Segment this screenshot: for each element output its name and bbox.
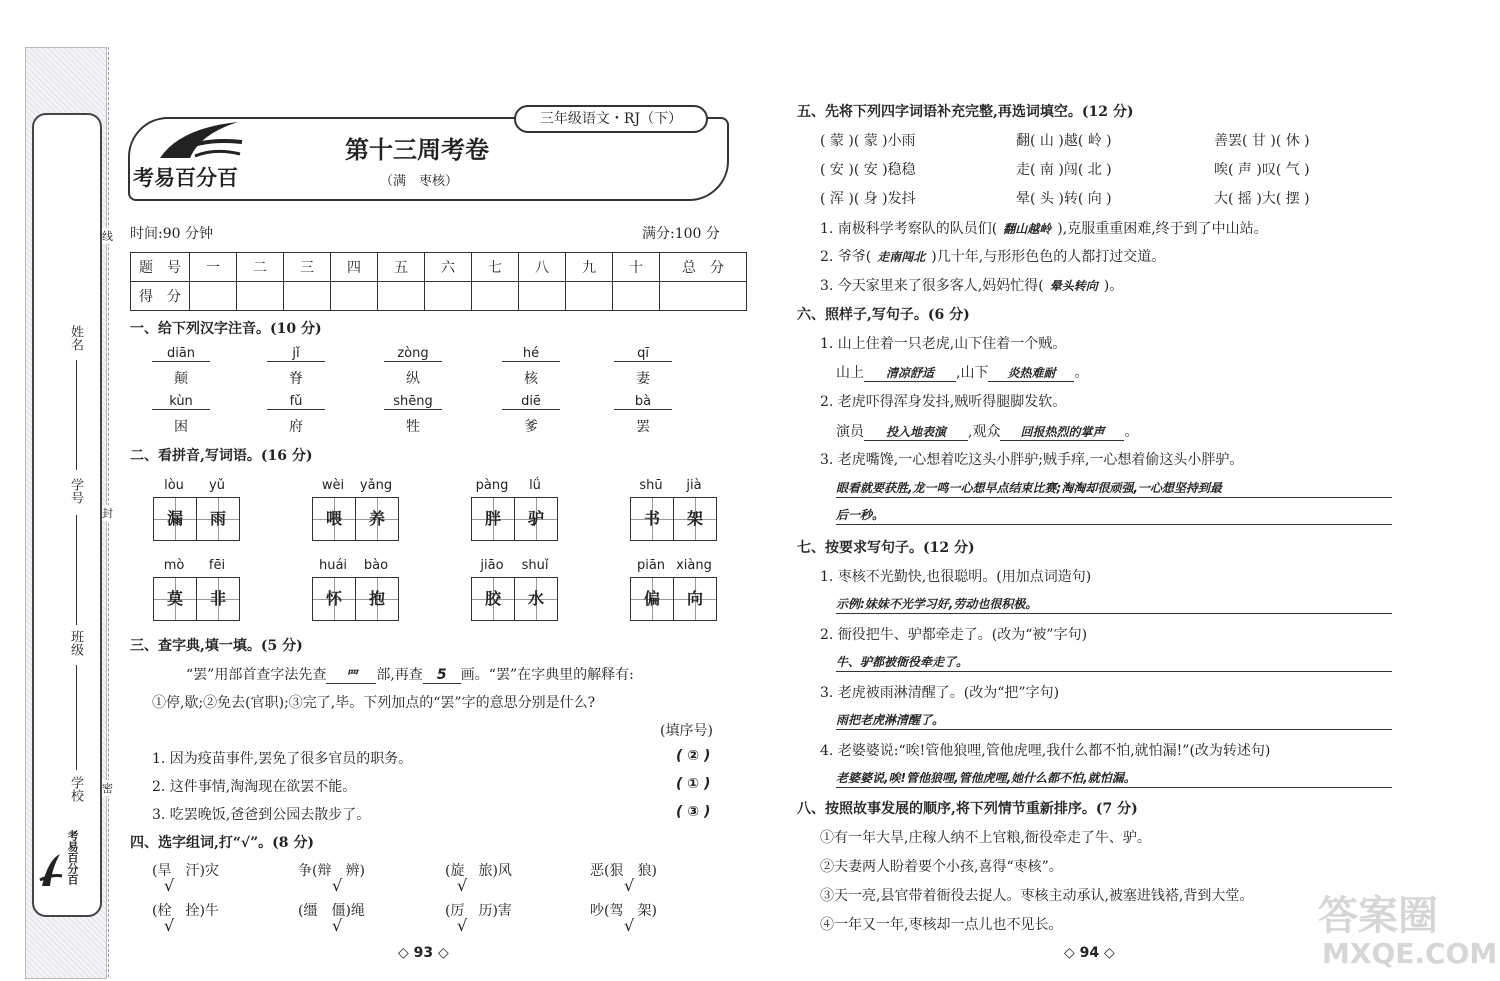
q3-item-text: 1. 因为疫苗事件,罢免了很多官员的职务。 (152, 751, 413, 767)
q2-answer-char: 胖 (484, 509, 501, 528)
q6-a1-mid: ,山下 (956, 365, 989, 381)
score-header-cell: 二 (237, 253, 284, 282)
class-label: 班级 (68, 630, 83, 656)
score-cell[interactable] (378, 282, 425, 311)
q6-a1-blank1: 清凉舒适 (864, 364, 956, 382)
q2-writing-box-2 (196, 577, 240, 621)
q3-title: 三、查字典,填一填。(5 分) (130, 638, 303, 654)
q5-s3-tail: )。 (1103, 278, 1124, 294)
q4-item: 吵(驾 架) (590, 903, 657, 919)
q7-question: 3. 老虎被雨淋清醒了。(改为“把”字句) (820, 685, 1060, 701)
q2-pinyin-2: xiàng (676, 558, 712, 573)
q7-answer: 牛、驴都被衙役牵走了。 (836, 653, 1392, 672)
score-cell[interactable] (425, 282, 472, 311)
q3-line1b: 部,再查 (376, 667, 423, 683)
q6-a1-blank2: 炎热难耐 (988, 364, 1074, 382)
name-label: 姓名 (68, 325, 83, 351)
q1-title: 一、给下列汉字注音。(10 分) (130, 321, 322, 337)
q6-a1-prefix: 山上 (836, 365, 864, 381)
page-number-left: ◇ 93 ◇ (398, 945, 449, 961)
id-line (76, 515, 77, 625)
score-header-cell: 总 分 (660, 253, 747, 282)
q6-a2-mid: ,观众 (968, 424, 1001, 440)
q2-writing-box-1 (471, 577, 515, 621)
q5-title: 五、先将下列四字词语补充完整,再选词填空。(12 分) (797, 104, 1134, 120)
q2-writing-box-2 (355, 497, 399, 541)
q7-question: 4. 老婆婆说:“唉!管他狼哩,管他虎哩,我什么都不怕,就怕漏!”(改为转述句) (820, 743, 1271, 759)
q5-s3-text: 3. 今天家里来了很多客人,妈妈忙得( (820, 278, 1044, 294)
q2-writing-box-1 (312, 577, 356, 621)
score-cell[interactable] (284, 282, 331, 311)
strip-logo-text: 考易百分百 (66, 830, 79, 885)
q1-character: 核 (524, 371, 538, 387)
q5-s1-tail: ),克服重重困难,终于到了中山站。 (1057, 221, 1268, 237)
score-table (130, 252, 747, 311)
score-header-cell: 八 (519, 253, 566, 282)
q4-item: (旋 旅)风 (445, 863, 512, 879)
q2-answer-char: 非 (209, 589, 226, 608)
q2-writing-box-2 (673, 497, 717, 541)
q2-answer-char: 水 (527, 589, 544, 608)
q2-pinyin-1: mò (163, 558, 185, 573)
q7-title: 七、按要求写句子。(12 分) (797, 540, 975, 556)
q4-item: 恶(狠 狼) (590, 863, 657, 879)
score-header-cell: 三 (284, 253, 331, 282)
q3-item-answer: ( ① ) (676, 776, 711, 792)
q6-answer2 (836, 421, 1138, 441)
q2-pinyin-2: fēi (208, 558, 226, 573)
q5-idiom: 大( 摇 )大( 摆 ) (1214, 191, 1310, 207)
q2-writing-box-1 (153, 577, 197, 621)
q1-pinyin: shēng (384, 394, 442, 410)
score-header-cell: 五 (378, 253, 425, 282)
q5-idiom: 走( 南 )闯( 北 ) (1016, 162, 1112, 178)
q2-writing-box-2 (355, 577, 399, 621)
q2-pinyin-2: yǎng (359, 478, 393, 493)
q4-check-mark: √ (164, 876, 175, 895)
q1-character: 纵 (406, 371, 420, 387)
q6-a2-end: 。 (1124, 424, 1139, 440)
q5-s2-text: 2. 爷爷( (820, 249, 872, 265)
logo-text: 考易百分百 (133, 166, 238, 190)
q2-answer-char: 漏 (166, 509, 183, 528)
time-label: 时间:90 分钟 (130, 226, 213, 242)
page-subtitle: （满 枣核） (380, 174, 459, 189)
q6-a1-end: 。 (1074, 365, 1089, 381)
q6-answer3-line1: 眼看就要获胜,龙一鸣一心想早点结束比赛;淘淘却很顽强,一心想坚持到最 (836, 479, 1392, 498)
q3-line1c: 画。“罢”在字典里的解释有: (460, 667, 634, 683)
q3-answer-strokes: 5 (423, 667, 461, 684)
q4-item: (厉 历)害 (445, 903, 512, 919)
q6-answer3-line2: 后一秒。 (836, 506, 1392, 525)
q3-line2: ①停,歇;②免去(官职);③完了,毕。下列加点的“罢”字的意思分别是什么? (152, 695, 596, 711)
score-cell[interactable] (472, 282, 519, 311)
q7-answer: 雨把老虎淋清醒了。 (836, 711, 1392, 730)
q2-pinyin-1: lòu (164, 478, 184, 493)
q2-writing-box-2 (196, 497, 240, 541)
q5-idiom: ( 安 )( 安 )稳稳 (820, 162, 916, 178)
q1-character: 牲 (406, 419, 420, 435)
q6-a2-blank2: 回报热烈的掌声 (1000, 423, 1124, 441)
score-header-cell: 十 (613, 253, 660, 282)
q6-answer1 (836, 362, 1088, 382)
score-header-cell: 九 (566, 253, 613, 282)
score-row-label: 得 分 (131, 282, 190, 311)
q4-title: 四、选字组词,打“√”。(8 分) (130, 835, 315, 851)
score-header-row (131, 253, 747, 282)
q1-character: 颠 (174, 371, 188, 387)
cut-label-3: 密 (102, 782, 113, 795)
q2-pinyin-1: piān (636, 558, 666, 573)
q2-writing-box-1 (630, 497, 674, 541)
q1-character: 爹 (524, 419, 538, 435)
q2-answer-char: 偏 (643, 589, 660, 608)
score-header-cell: 四 (331, 253, 378, 282)
q3-item-answer: ( ② ) (676, 748, 711, 764)
q2-pinyin-2: bào (363, 558, 389, 573)
q3-item-answer: ( ③ ) (676, 804, 711, 820)
q4-item: (缰 僵)绳 (298, 903, 365, 919)
q7-question: 2. 衙役把牛、驴都牵走了。(改为“被”字句) (820, 627, 1088, 643)
full-score-label: 满分:100 分 (642, 226, 720, 242)
score-header-cell: 题 号 (131, 253, 190, 282)
q2-answer-char: 抱 (368, 589, 385, 608)
q8-item: ④一年又一年,枣核却一点儿也不见长。 (820, 917, 1063, 933)
q5-s2-tail: )几十年,与形形色色的人都打过交道。 (931, 249, 1166, 265)
grade-badge: 三年级语文・RJ（下） (514, 105, 708, 133)
score-cell[interactable] (519, 282, 566, 311)
q5-s3-answer: 晕头转向 (1049, 279, 1098, 293)
q1-pinyin: jǐ (267, 346, 325, 362)
q2-answer-char: 架 (686, 509, 703, 528)
score-cell[interactable] (566, 282, 613, 311)
q3-line1 (186, 664, 634, 684)
q1-character: 困 (174, 419, 188, 435)
q5-idiom: 晕( 头 )转( 向 ) (1016, 191, 1112, 207)
q3-note: (填序号) (660, 723, 713, 739)
score-cell[interactable] (237, 282, 284, 311)
q1-pinyin: diē (502, 394, 560, 410)
q2-answer-char: 喂 (325, 509, 342, 528)
q6-example2: 2. 老虎吓得浑身发抖,贼听得腿脚发软。 (820, 394, 1067, 410)
q1-pinyin: zòng (384, 346, 442, 362)
q3-item-text: 2. 这件事情,淘淘现在欲罢不能。 (152, 779, 357, 795)
q1-pinyin: diān (152, 346, 210, 362)
q1-pinyin: hé (502, 346, 560, 362)
q4-check-mark: √ (624, 916, 635, 935)
q1-pinyin: kùn (152, 394, 210, 410)
q2-writing-box-2 (673, 577, 717, 621)
q5-s1-text: 1. 南极科学考察队的队员们( (820, 221, 998, 237)
q6-title: 六、照样子,写句子。(6 分) (797, 307, 970, 323)
q6-example1: 1. 山上住着一只老虎,山下住着一个贼。 (820, 336, 1067, 352)
id-label: 学号 (68, 478, 83, 504)
q4-check-mark: √ (457, 916, 468, 935)
cut-label-2: 封 (102, 507, 113, 520)
name-line (76, 360, 77, 470)
q2-pinyin-2: lǘ (529, 478, 541, 493)
q7-answer: 老婆婆说,唉!管他狼哩,管他虎哩,她什么都不怕,就怕漏。 (836, 769, 1392, 788)
q6-example3: 3. 老虎嘴馋,一心想着吃这头小胖驴;贼手痒,一心想着偷这头小胖驴。 (820, 452, 1244, 468)
q4-item: (旱 汗)灾 (152, 863, 219, 879)
logo-bird-icon (150, 120, 245, 166)
q2-pinyin-2: yǔ (209, 478, 225, 493)
q1-character: 罢 (636, 419, 650, 435)
q2-answer-char: 向 (686, 589, 703, 608)
q2-pinyin-2: shuǐ (521, 558, 549, 573)
q2-answer-char: 莫 (166, 589, 183, 608)
q1-pinyin: bà (614, 394, 672, 410)
q1-character: 府 (289, 419, 303, 435)
q2-answer-char: 雨 (209, 509, 226, 528)
q2-answer-char: 驴 (527, 509, 544, 528)
q5-idiom: ( 蒙 )( 蒙 )小雨 (820, 133, 916, 149)
q7-question: 1. 枣核不光勤快,也很聪明。(用加点词造句) (820, 569, 1092, 585)
q5-idiom: ( 浑 )( 身 )发抖 (820, 191, 916, 207)
q3-line1a: “罢”用部首查字法先查 (186, 667, 327, 683)
q4-check-mark: √ (164, 916, 175, 935)
q8-title: 八、按照故事发展的顺序,将下列情节重新排序。(7 分) (797, 801, 1138, 817)
q5-idiom: 翻( 山 )越( 岭 ) (1016, 133, 1112, 149)
q2-writing-box-1 (471, 497, 515, 541)
school-label: 学校 (68, 776, 83, 802)
watermark-top: 答案圈 (1318, 893, 1438, 939)
q2-answer-char: 胶 (484, 589, 501, 608)
q5-s2-answer: 走南闯北 (877, 250, 926, 264)
q5-idiom: 善罢( 甘 )( 休 ) (1214, 133, 1310, 149)
q2-pinyin-1: wèi (321, 478, 345, 493)
q4-check-mark: √ (624, 876, 635, 895)
score-cell[interactable] (331, 282, 378, 311)
q3-answer-radical: 罒 (326, 666, 376, 684)
q5-s1 (820, 218, 1268, 238)
score-header-cell: 七 (472, 253, 519, 282)
q4-check-mark: √ (332, 876, 343, 895)
cut-label-1: 线 (102, 230, 113, 243)
score-cell[interactable] (613, 282, 660, 311)
q4-item: (栓 拴)牛 (152, 903, 219, 919)
q2-pinyin-2: jià (686, 478, 702, 493)
q2-writing-box-2 (514, 497, 558, 541)
q6-a2-prefix: 演员 (836, 424, 864, 440)
strip-logo-icon (38, 850, 64, 894)
q2-pinyin-1: huái (318, 558, 348, 573)
q1-character: 脊 (289, 371, 303, 387)
q2-pinyin-1: jiāo (480, 558, 504, 573)
page-number-right: ◇ 94 ◇ (1064, 945, 1115, 961)
q2-pinyin-1: shū (639, 478, 663, 493)
q7-answer: 示例:妹妹不光学习好,劳动也很积极。 (836, 595, 1392, 614)
q2-writing-box-2 (514, 577, 558, 621)
q4-check-mark: √ (332, 916, 343, 935)
q6-a2-blank1: 投入地表演 (864, 423, 968, 441)
q2-answer-char: 怀 (325, 589, 342, 608)
q5-s2 (820, 246, 1165, 266)
score-header-cell: 一 (190, 253, 237, 282)
score-cell[interactable] (660, 282, 747, 311)
class-line (76, 665, 77, 770)
q2-pinyin-1: pàng (475, 478, 509, 493)
q2-writing-box-1 (153, 497, 197, 541)
q1-pinyin: fǔ (267, 394, 325, 410)
q2-answer-char: 养 (368, 509, 385, 528)
q5-s3 (820, 275, 1123, 295)
q8-item: ①有一年大旱,庄稼人纳不上官粮,衙役牵走了牛、驴。 (820, 830, 1151, 846)
score-header-cell: 六 (425, 253, 472, 282)
watermark-bottom: MXQE.COM (1322, 937, 1498, 970)
page-title: 第十三周考卷 (345, 135, 489, 164)
q8-item: ③天一亮,县官带着衙役去捉人。枣核主动承认,被塞进钱褡,背到大堂。 (820, 888, 1254, 904)
q8-item: ②夫妻两人盼着要个小孩,喜得“枣核”。 (820, 859, 1063, 875)
q2-writing-box-1 (312, 497, 356, 541)
q5-idiom: 唉( 声 )叹( 气 ) (1214, 162, 1310, 178)
q2-writing-box-1 (630, 577, 674, 621)
score-value-row (131, 282, 747, 311)
q2-title: 二、看拼音,写词语。(16 分) (130, 448, 313, 464)
q4-check-mark: √ (457, 876, 468, 895)
score-cell[interactable] (190, 282, 237, 311)
q5-s1-answer: 翻山越岭 (1003, 222, 1052, 236)
q4-item: 争(辩 辨) (298, 863, 365, 879)
q2-answer-char: 书 (643, 509, 660, 528)
q1-pinyin: qī (614, 346, 672, 362)
q3-item-text: 3. 吃罢晚饭,爸爸到公园去散步了。 (152, 807, 371, 823)
q1-character: 妻 (636, 371, 650, 387)
